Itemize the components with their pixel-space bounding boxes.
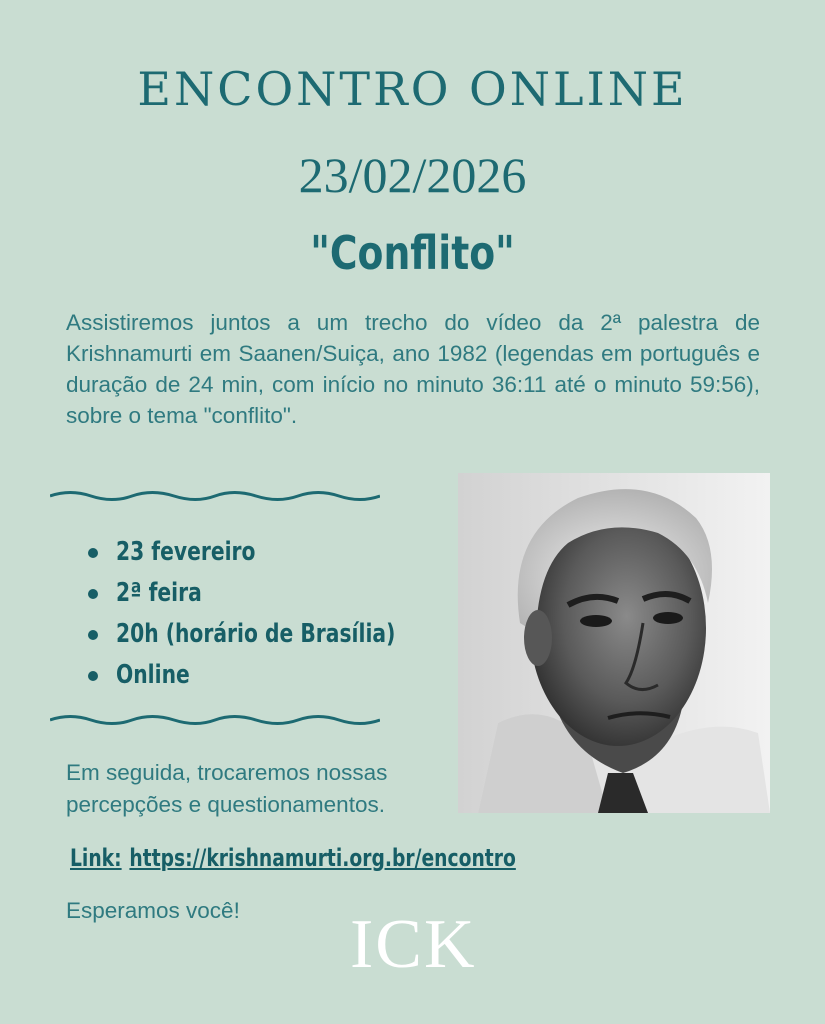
detail-item-day: 23 fevereiro <box>88 532 474 573</box>
followup-text: Em seguida, trocaremos nossas percepções e questionamentos. <box>66 760 388 817</box>
link-label: Link: <box>70 844 122 872</box>
event-date: 23/02/2026 <box>298 147 527 203</box>
detail-item-time: 20h (horário de Brasília) <box>88 614 474 655</box>
bullet-icon <box>88 671 98 681</box>
event-description: Assistiremos juntos a um trecho do vídeo da 2ª palestra de Krishnamurti em Saanen/Suiça, ano 1982 (legendas em português e duração de 24 min, com início no minuto 36:11 até o minuto 59:56), sobre o tema "conflito". <box>66 310 760 428</box>
bullet-icon <box>88 589 98 599</box>
wave-divider-bottom <box>50 712 380 728</box>
event-title: ENCONTRO ONLINE <box>137 62 688 116</box>
event-url-link[interactable]: https://krishnamurti.org.br/encontro <box>129 844 516 872</box>
detail-item-format: Online <box>88 655 474 696</box>
bullet-icon <box>88 548 98 558</box>
detail-item-weekday: 2ª feira <box>88 573 474 614</box>
wave-divider-top <box>50 488 380 504</box>
bullet-icon <box>88 630 98 640</box>
event-theme: "Conflito" <box>310 226 515 280</box>
link-line <box>70 844 516 872</box>
event-details-list <box>88 532 474 696</box>
ick-logo: ICK <box>350 906 477 983</box>
closing-text: Esperamos você! <box>66 898 240 923</box>
portrait-photo <box>458 473 770 813</box>
